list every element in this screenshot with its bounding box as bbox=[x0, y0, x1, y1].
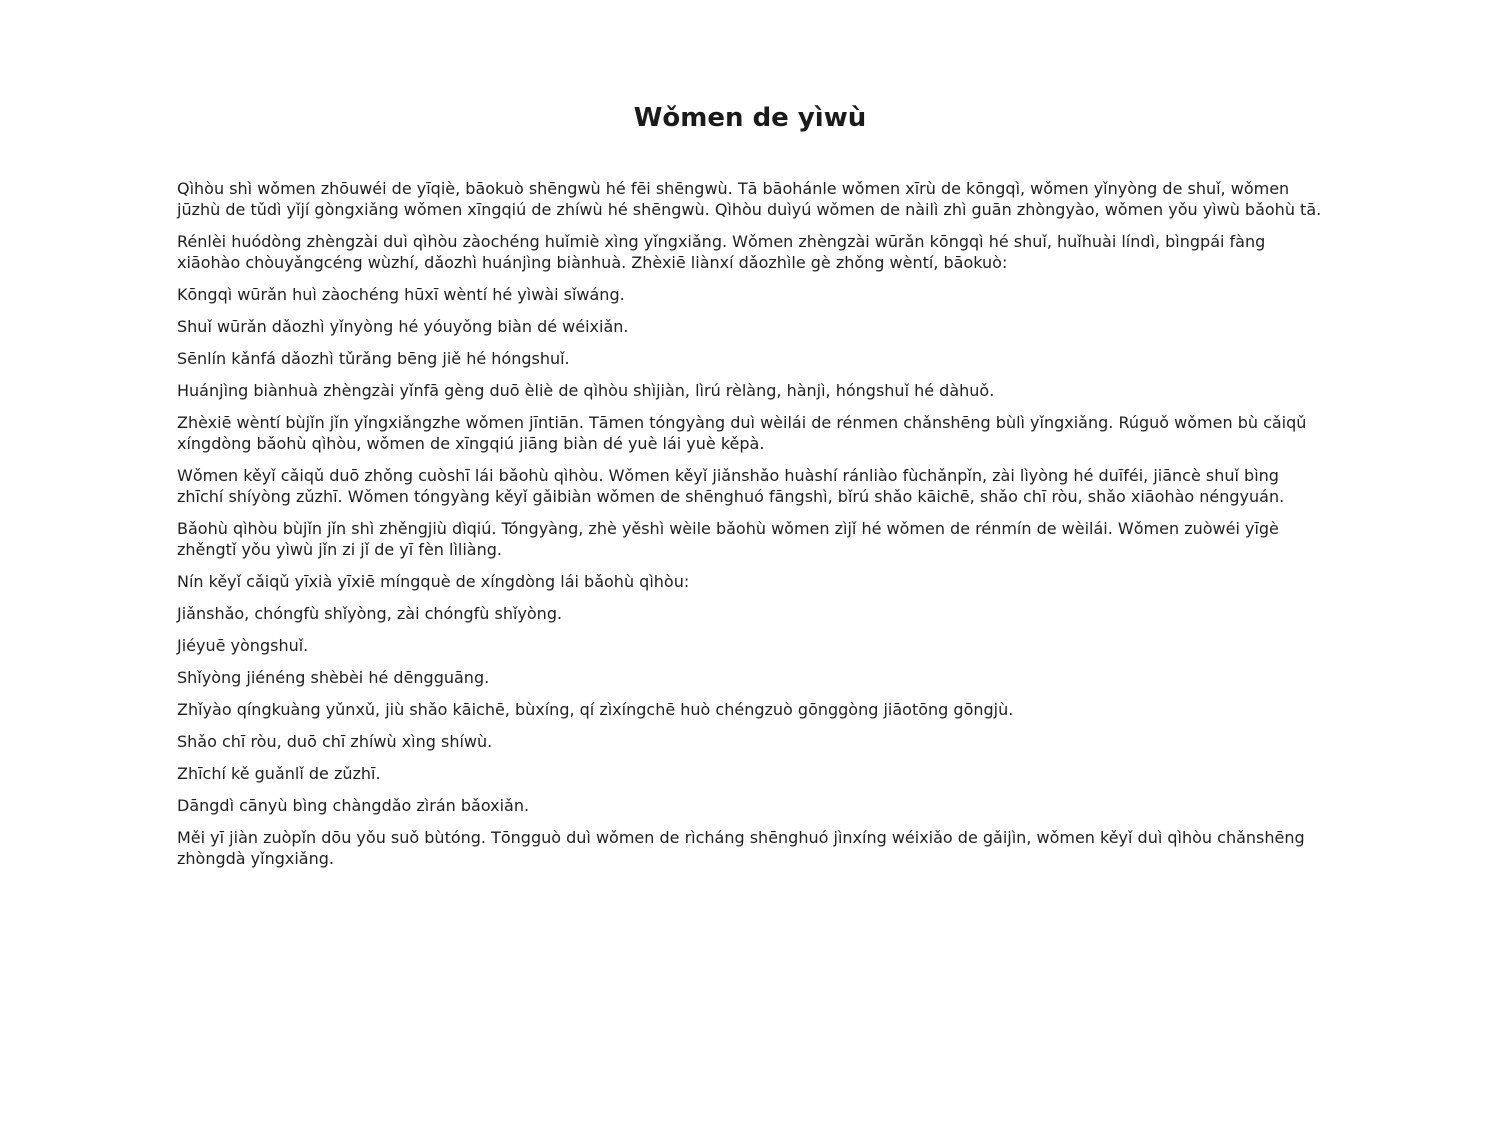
list-item: Jiǎnshǎo, chóngfù shǐyòng, zài chóngfù shǐyòng. bbox=[177, 604, 563, 623]
list-item: Shǎo chī ròu, duō chī zhíwù xìng shíwù. bbox=[177, 732, 493, 751]
paragraph: Bǎohù qìhòu bùjǐn jǐn shì zhěngjiù dìqiú. Tóngyàng, zhè yěshì wèile bǎohù wǒmen zìjǐ hé wǒmen de rénmín de wèilái. Wǒmen zuòwéi yīgè zhěngtǐ yǒu yìwù jǐn zi jǐ de yī fèn lìliàng. bbox=[177, 519, 1279, 559]
list-item: Zhīchí kě guǎnlǐ de zǔzhī. bbox=[177, 764, 381, 783]
list-item: Jiéyuē yòngshuǐ. bbox=[177, 636, 309, 655]
paragraph: Zhèxiē wèntí bùjǐn jǐn yǐngxiǎngzhe wǒmen jīntiān. Tāmen tóngyàng duì wèilái de rénmen chǎnshēng bùlì yǐngxiǎng. Rúguǒ wǒmen bù cǎiqǔ xíngdòng bǎohù qìhòu, wǒmen de xīngqiú jiāng biàn dé yuè lái yuè kěpà. bbox=[177, 413, 1307, 453]
document-body bbox=[177, 178, 1327, 880]
list-item: Zhǐyào qíngkuàng yǔnxǔ, jiù shǎo kāichē, bùxíng, qí zìxíngchē huò chéngzuò gōnggòng jiāotōng gōngjù. bbox=[177, 700, 1014, 719]
list-item: Huánjìng biànhuà zhèngzài yǐnfā gèng duō èliè de qìhòu shìjiàn, lìrú rèlàng, hànjì, hóngshuǐ hé dàhuǒ. bbox=[177, 381, 995, 400]
list-item: Sēnlín kǎnfá dǎozhì tǔrǎng bēng jiě hé hóngshuǐ. bbox=[177, 349, 570, 368]
paragraph: Wǒmen kěyǐ cǎiqǔ duō zhǒng cuòshī lái bǎohù qìhòu. Wǒmen kěyǐ jiǎnshǎo huàshí ránliào fùchǎnpǐn, zài lìyòng hé duīféi, jiāncè shuǐ bìng zhīchí shíyòng zǔzhī. Wǒmen tóngyàng kěyǐ gǎibiàn wǒmen de shēnghuó fāngshì, bǐrú shǎo kāichē, shǎo chī ròu, shǎo xiāohào néngyuán. bbox=[177, 466, 1285, 506]
list-item: Dāngdì cānyù bìng chàngdǎo zìrán bǎoxiǎn. bbox=[177, 796, 530, 815]
page-title: Wǒmen de yìwù bbox=[633, 103, 867, 133]
paragraph: Qìhòu shì wǒmen zhōuwéi de yīqiè, bāokuò shēngwù hé fēi shēngwù. Tā bāohánle wǒmen xīrù de kōngqì, wǒmen yǐnyòng de shuǐ, wǒmen jūzhù de tǔdì yǐjí gòngxiǎng wǒmen xīngqiú de zhíwù hé shēngwù. Qìhòu duìyú wǒmen de nàilì zhì guān zhòngyào, wǒmen yǒu yìwù bǎohù tā. bbox=[177, 179, 1322, 219]
paragraph: Nín kěyǐ cǎiqǔ yīxià yīxiē míngquè de xíngdòng lái bǎohù qìhòu: bbox=[177, 572, 690, 591]
list-item: Kōngqì wūrǎn huì zàochéng hūxī wèntí hé yìwài sǐwáng. bbox=[177, 285, 625, 304]
paragraph: Měi yī jiàn zuòpǐn dōu yǒu suǒ bùtóng. Tōngguò duì wǒmen de rìcháng shēnghuó jìnxíng wéixiǎo de gǎijìn, wǒmen kěyǐ duì qìhòu chǎnshēng zhòngdà yǐngxiǎng. bbox=[177, 828, 1305, 868]
paragraph: Rénlèi huódòng zhèngzài duì qìhòu zàochéng huǐmiè xìng yǐngxiǎng. Wǒmen zhèngzài wūrǎn kōngqì hé shuǐ, huǐhuài líndì, bìngpái fàng xiāohào chòuyǎngcéng wùzhí, dǎozhì huánjìng biànhuà. Zhèxiē liànxí dǎozhìle gè zhǒng wèntí, bāokuò: bbox=[177, 232, 1266, 272]
list-item: Shuǐ wūrǎn dǎozhì yǐnyòng hé yóuyǒng biàn dé wéixiǎn. bbox=[177, 317, 629, 336]
list-item: Shǐyòng jiénéng shèbèi hé dēngguāng. bbox=[177, 668, 490, 687]
